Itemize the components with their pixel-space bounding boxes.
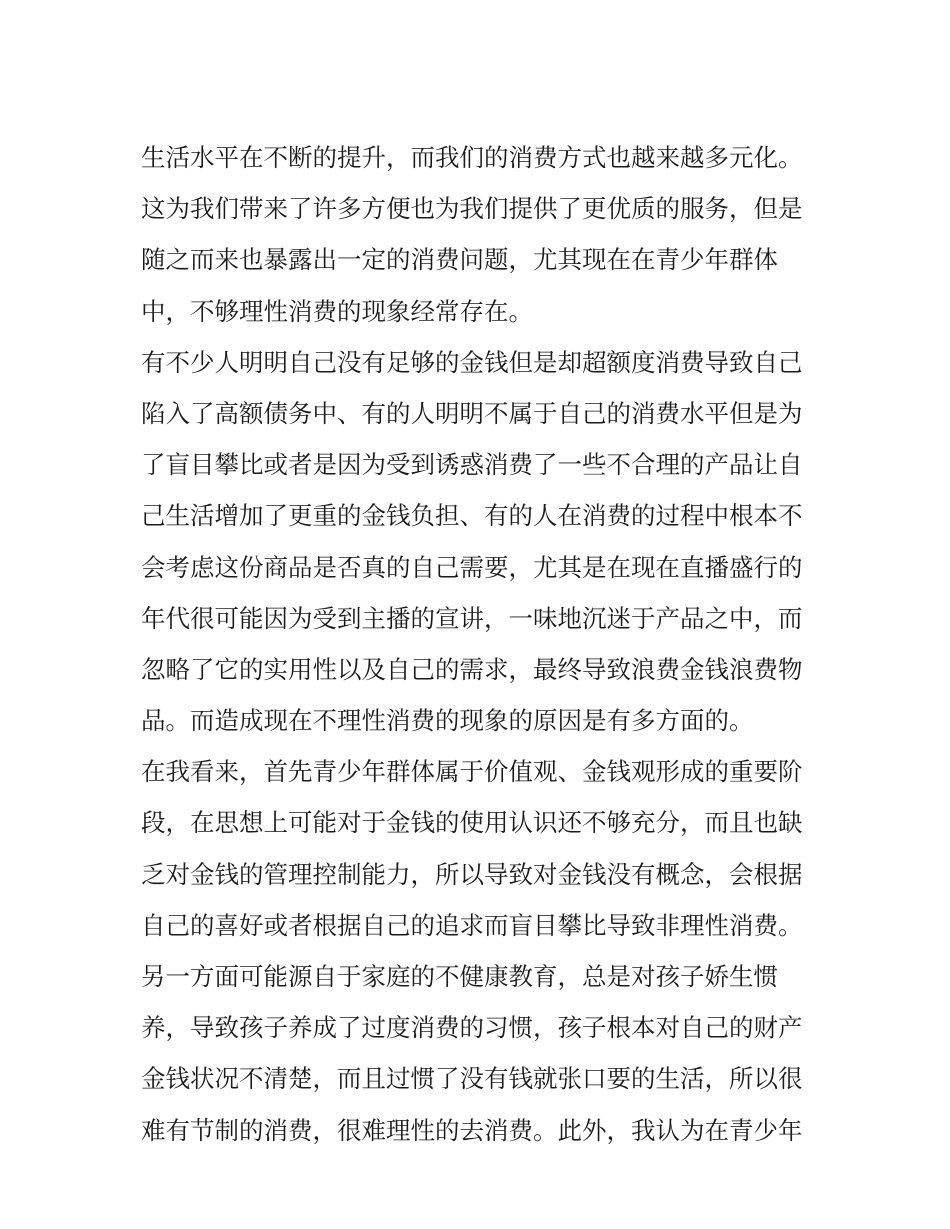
text-line: 生活水平在不断的提升，而我们的消费方式也越来越多元化。 [141,143,803,172]
text-line: 己生活增加了更重的金钱负担、有的人在消费的过程中根本不 [141,501,803,531]
text-line: 年代很可能因为受到主播的宣讲，一味地沉迷于产品之中，而 [141,603,803,633]
text-line: 品。而造成现在不理性消费的现象的原因是有多方面的。 [141,706,754,736]
text-line: 在我看来，首先青少年群体属于价值观、金钱观形成的重要阶 [141,757,803,787]
text-line: 乏对金钱的管理控制能力，所以导致对金钱没有概念，会根据 [141,859,803,889]
text-line: 会考虑这份商品是否真的自己需要，尤其是在现在直播盛行的 [141,552,803,582]
text-line: 另一方面可能源自于家庭的不健康教育，总是对孩子娇生惯 [141,962,778,991]
text-line: 有不少人明明自己没有足够的金钱但是却超额度消费导致自己 [141,347,803,377]
text-line: 自己的喜好或者根据自己的追求而盲目攀比导致非理性消费。 [141,910,803,940]
text-line: 这为我们带来了许多方便也为我们提供了更优质的服务，但是 [141,194,803,224]
text-line: 难有节制的消费，很难理性的去消费。此外，我认为在青少年 [141,1115,803,1145]
text-line: 随之而来也暴露出一定的消费问题，尤其现在在青少年群体 [141,245,778,275]
text-line: 陷入了高额债务中、有的人明明不属于自己的消费水平但是为 [141,398,803,428]
body-text [141,132,841,1156]
text-line: 段，在思想上可能对于金钱的使用认识还不够充分，而且也缺 [141,808,803,838]
text-line: 中，不够理性消费的现象经常存在。 [141,296,533,326]
text-line: 忽略了它的实用性以及自己的需求，最终导致浪费金钱浪费物 [141,654,803,684]
text-line: 金钱状况不清楚，而且过惯了没有钱就张口要的生活，所以很 [141,1064,803,1094]
text-line: 了盲目攀比或者是因为受到诱惑消费了一些不合理的产品让自 [141,450,803,480]
text-line: 养，导致孩子养成了过度消费的习惯，孩子根本对自己的财产 [141,1013,803,1043]
